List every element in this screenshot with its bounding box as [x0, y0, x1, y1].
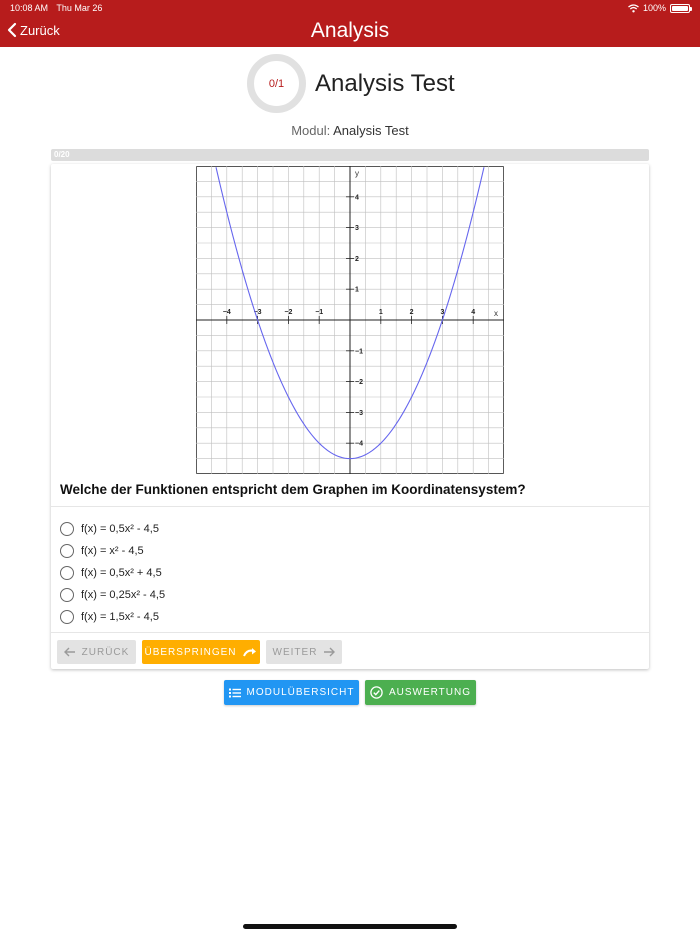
y-tick-label: 3 [355, 225, 359, 233]
home-indicator [243, 924, 457, 929]
y-axis-label: y [355, 169, 359, 178]
x-tick-label: −3 [253, 309, 262, 316]
option-label: f(x) = x² - 4,5 [81, 545, 144, 557]
y-tick-label: 2 [355, 255, 359, 263]
answer-option[interactable] [60, 562, 165, 584]
previous-button[interactable] [57, 640, 136, 664]
redo-icon [243, 647, 258, 657]
wifi-icon [628, 4, 639, 13]
skip-button[interactable] [142, 640, 260, 664]
battery-percent: 100% [642, 3, 666, 13]
question-text: Welche der Funktionen entspricht dem Graphen im Koordinatensystem? [60, 482, 526, 497]
answer-option[interactable] [60, 518, 165, 540]
test-header [0, 54, 700, 114]
option-label: f(x) = 0,25x² - 4,5 [81, 589, 166, 601]
y-tick-label: 4 [355, 194, 359, 202]
status-bar-left [10, 3, 108, 13]
answer-options [60, 518, 165, 628]
x-tick-label: 4 [471, 309, 476, 316]
modul-value: Analysis Test [333, 123, 409, 138]
x-tick-label: 1 [378, 309, 383, 316]
x-tick-label: −2 [284, 309, 293, 316]
check-circle-icon [370, 686, 383, 699]
status-date: Thu Mar 26 [56, 3, 103, 13]
page-title: Analysis Test [315, 70, 455, 97]
x-axis-label: x [494, 309, 498, 318]
next-button[interactable] [266, 640, 342, 664]
battery-icon [670, 4, 690, 13]
option-label: f(x) = 0,5x² - 4,5 [81, 523, 159, 535]
list-icon [229, 688, 241, 698]
question-progress-text: 0/20 [54, 150, 70, 159]
radio-button[interactable] [60, 522, 74, 536]
answer-option[interactable] [60, 584, 165, 606]
modul-label: Modul: [291, 123, 331, 138]
y-tick-label: −1 [355, 348, 363, 356]
module-overview-label: MODULÜBERSICHT [246, 687, 355, 698]
y-tick-label: −3 [355, 409, 363, 417]
radio-button[interactable] [60, 566, 74, 580]
x-tick-label: −1 [315, 309, 324, 316]
question-card [51, 164, 649, 669]
next-label: WEITER [272, 646, 318, 658]
radio-button[interactable] [60, 610, 74, 624]
evaluation-label: AUSWERTUNG [388, 687, 472, 698]
modul-line [0, 123, 700, 138]
evaluation-button[interactable] [365, 680, 476, 705]
nav-title: Analysis [310, 19, 390, 42]
status-time: 10:08 AM [10, 3, 49, 13]
arrow-right-icon [323, 647, 335, 657]
module-overview-button[interactable] [224, 680, 359, 705]
function-graph [196, 166, 504, 474]
divider [51, 632, 649, 633]
x-tick-label: 3 [440, 309, 445, 316]
y-tick-label: −2 [355, 379, 363, 387]
previous-label: ZURÜCK [81, 646, 130, 658]
progress-ring [247, 54, 306, 113]
question-progress-bar [51, 149, 649, 161]
status-bar-right [628, 3, 690, 13]
x-tick-label: 2 [409, 309, 414, 316]
answer-option[interactable] [60, 540, 165, 562]
progress-ring-text: 0/1 [268, 77, 285, 90]
option-label: f(x) = 1,5x² - 4,5 [81, 611, 159, 623]
arrow-left-icon [64, 647, 76, 657]
x-tick-label: −4 [222, 309, 231, 316]
top-bar [0, 0, 700, 47]
option-label: f(x) = 0,5x² + 4,5 [81, 567, 162, 579]
back-label: Zurück [20, 22, 60, 38]
radio-button[interactable] [60, 544, 74, 558]
answer-option[interactable] [60, 606, 165, 628]
radio-button[interactable] [60, 588, 74, 602]
y-tick-label: −4 [355, 440, 363, 448]
y-tick-label: 1 [355, 286, 359, 294]
skip-label: ÜBERSPRINGEN [144, 646, 237, 658]
divider [51, 506, 649, 507]
